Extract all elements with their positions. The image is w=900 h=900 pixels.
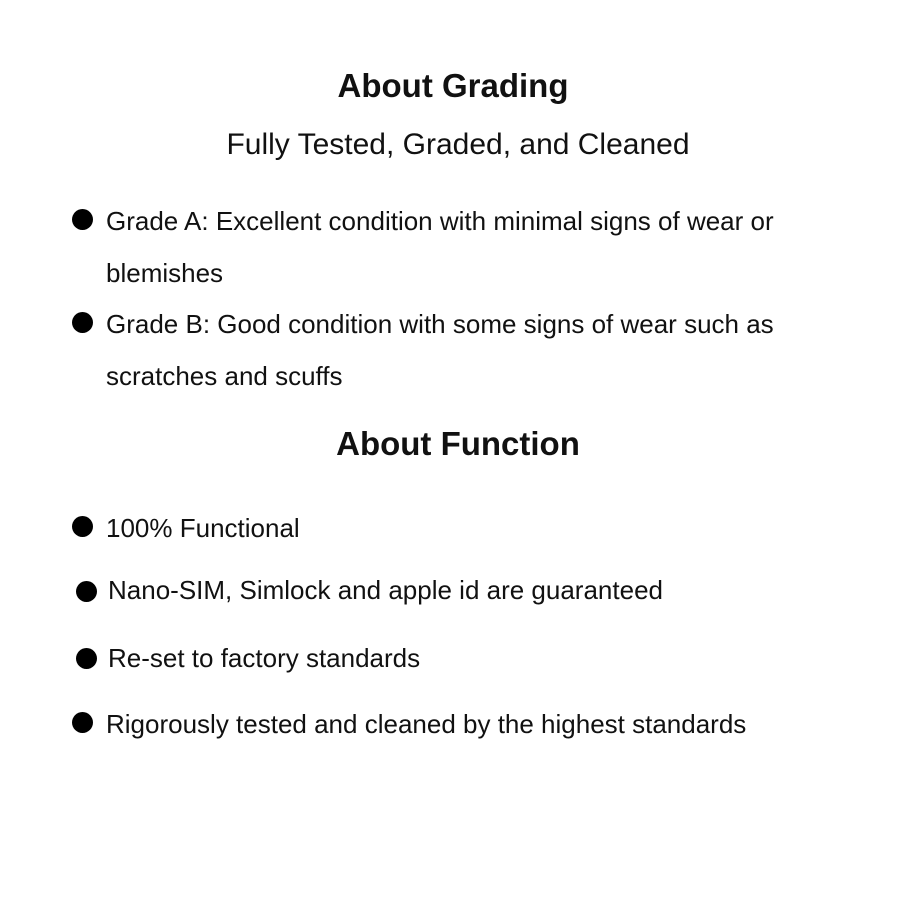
grade-b-text: Grade B: Good condition with some signs of wear such as scratches and scuffs xyxy=(106,309,774,391)
function-item-text: Nano-SIM, Simlock and apple id are guaranteed xyxy=(108,575,663,605)
bullet-icon xyxy=(72,209,93,230)
bullet-icon xyxy=(76,648,97,669)
function-item-text: 100% Functional xyxy=(106,513,300,543)
function-item-text: Re-set to factory standards xyxy=(108,643,421,673)
bullet-icon xyxy=(72,312,93,333)
grading-subtitle: Fully Tested, Graded, and Cleaned xyxy=(226,128,690,161)
bullet-icon xyxy=(76,581,97,602)
function-item-text: Rigorously tested and cleaned by the highest standards xyxy=(106,709,747,739)
bullet-icon xyxy=(72,516,93,537)
bullet-icon xyxy=(72,712,93,733)
grading-heading: About Grading xyxy=(337,67,569,104)
grade-a-text: Grade A: Excellent condition with minimal signs of wear or blemishes xyxy=(106,206,774,288)
function-heading: About Function xyxy=(336,425,580,462)
